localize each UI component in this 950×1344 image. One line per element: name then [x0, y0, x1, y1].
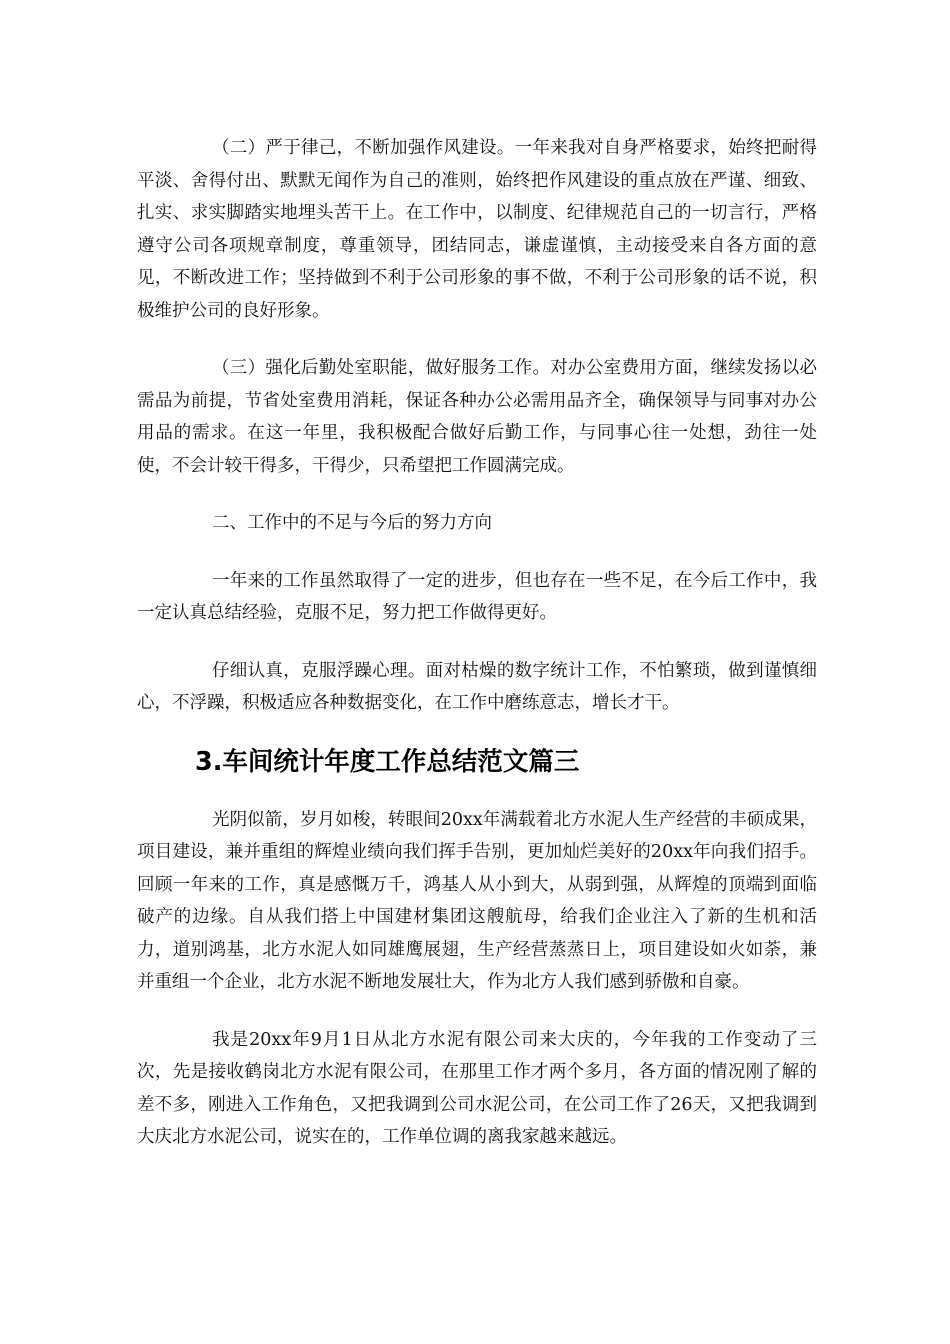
paragraph-careful: 仔细认真，克服浮躁心理。面对枯燥的数字统计工作，不怕繁琐，做到谨慎细心，不浮躁，积极适应各种数据变化，在工作中磨练意志，增长才干。 [137, 660, 817, 713]
paragraph-review: 光阴似箭，岁月如梭，转眼间20xx年满载着北方水泥人生产经营的丰硕成果，项目建设，兼并重组的辉煌业绩向我们挥手告别，更加灿烂美好的20xx年向我们招手。回顾一年来的工作，真是感慨万千，鸿基人从小到大，从弱到强，从辉煌的顶端到面临破产的边缘。自从我们搭上中国建材集团这艘航母，给我们企业注入了新的生机和活力，道别鸿基，北方水泥人如同雄鹰展翅，生产经营蒸蒸日上，项目建设如火如荼，兼并重组一个企业，北方水泥不断地发展壮大，作为北方人我们感到骄傲和自豪。 [137, 809, 817, 992]
section-heading: 3.车间统计年度工作总结范文篇三 [195, 746, 580, 777]
paragraph-discipline: （二）严于律己，不断加强作风建设。一年来我对自身严格要求，始终把耐得平淡、舍得付出、默默无闻作为自己的准则，始终把作风建设的重点放在严谨、细致、扎实、求实脚踏实地埋头苦干上。在工作中，以制度、纪律规范自己的一切言行，严格遵守公司各项规章制度，尊重领导，团结同志，谦虚谨慎，主动接受来自各方面的意见，不断改进工作；坚持做到不利于公司形象的事不做，不利于公司形象的话不说，积极维护公司的良好形象。 [137, 138, 817, 321]
paragraph-transfer: 我是20xx年9月1日从北方水泥有限公司来大庆的，今年我的工作变动了三次，先是接收鹤岗北方水泥有限公司，在那里工作才两个多月，各方面的情况刚了解的差不多，刚进入工作角色，又把我调到公司水泥公司，在公司工作了26天，又把我调到大庆北方水泥公司，说实在的，工作单位调的离我家越来越远。 [137, 1029, 817, 1147]
paragraph-logistics: （三）强化后勤处室职能，做好服务工作。对办公室费用方面，继续发扬以必需品为前提，节省处室费用消耗，保证各种办公必需用品齐全，确保领导与同事对办公用品的需求。在这一年里，我积极配合做好后勤工作，与同事心往一处想，劲往一处使，不会计较干得多，干得少，只希望把工作圆满完成。 [137, 358, 817, 476]
paragraph-shortcomings: 一年来的工作虽然取得了一定的进步，但也存在一些不足，在今后工作中，我一定认真总结经验，克服不足，努力把工作做得更好。 [137, 570, 817, 623]
document-page [137, 132, 817, 1154]
subheading-shortcomings: 二、工作中的不足与今后的努力方向 [212, 513, 492, 533]
